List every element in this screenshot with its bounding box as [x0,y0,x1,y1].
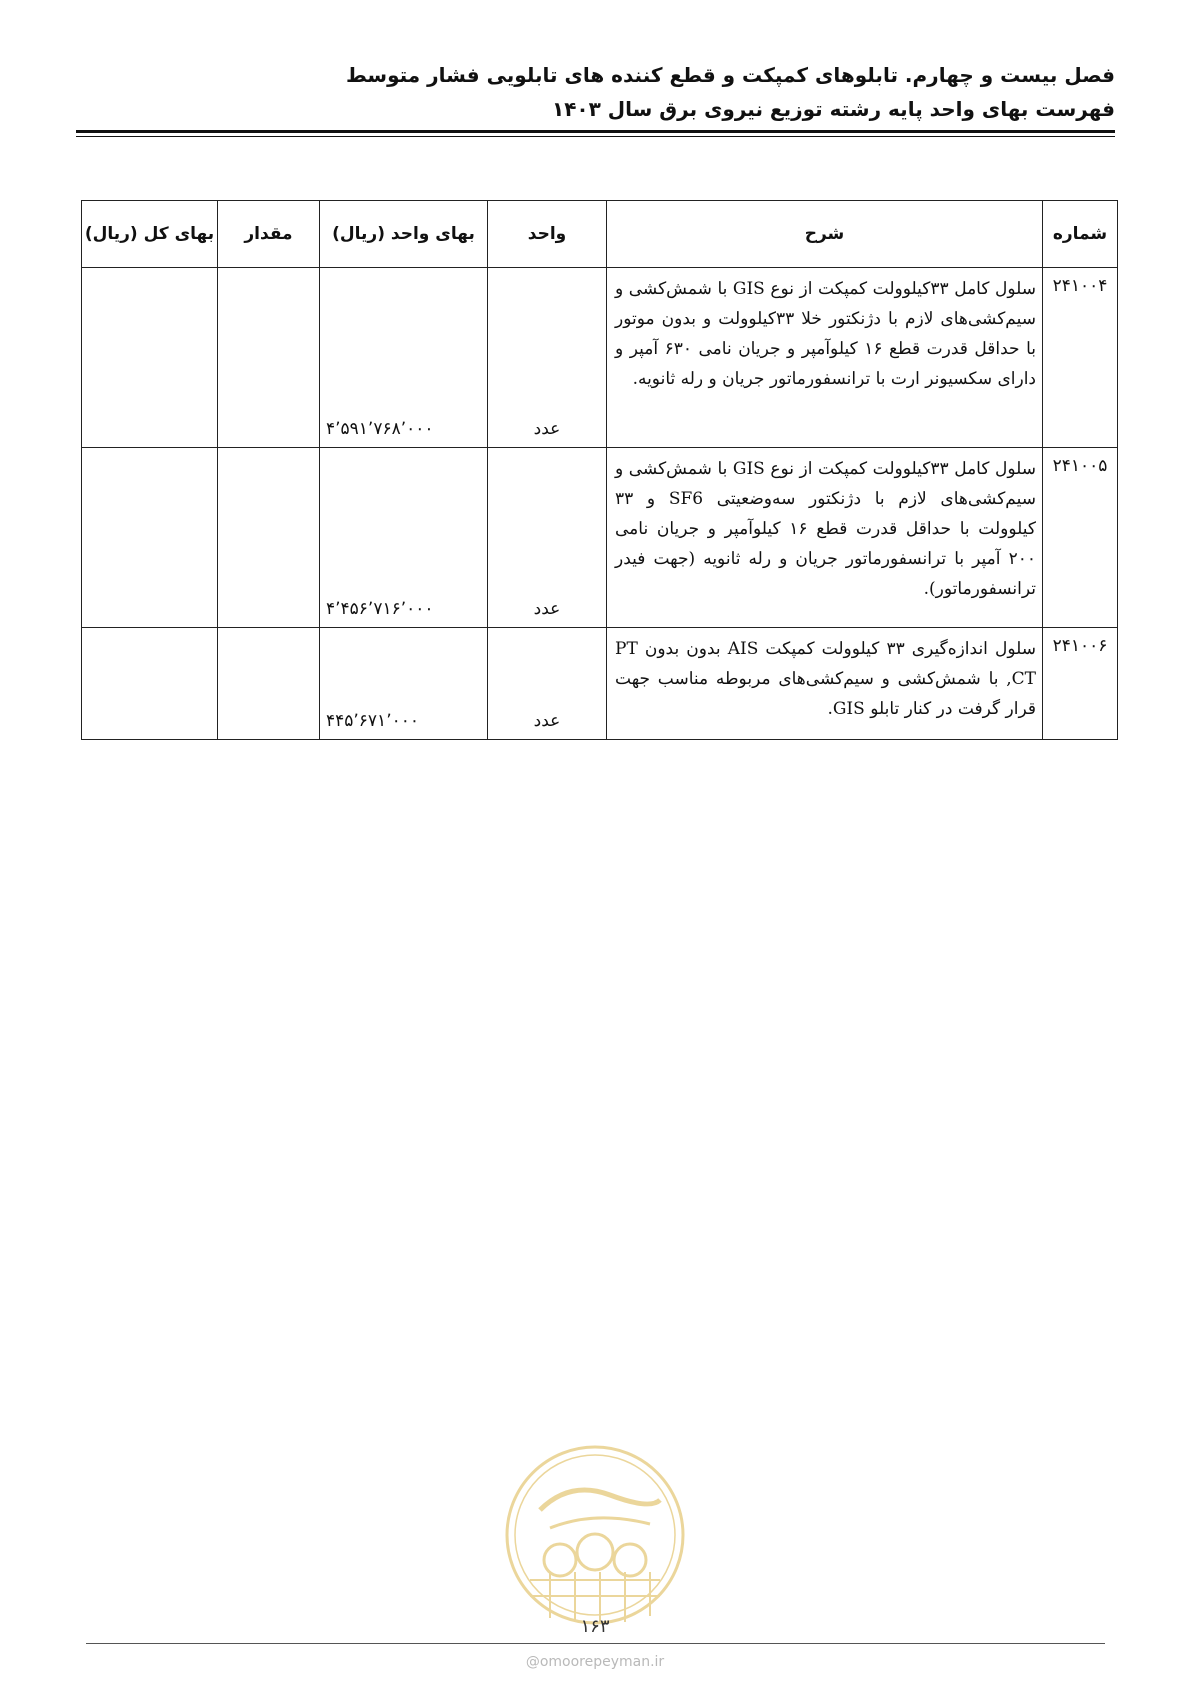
document-title: فهرست بهای واحد پایه رشته توزیع نیروی برق سال ۱۴۰۳ [552,97,1115,121]
footer-rule [86,1643,1105,1644]
chapter-title: فصل بیست و چهارم. تابلوهای کمپکت و قطع کننده های تابلویی فشار متوسط [346,63,1115,87]
item-code: ۲۴۱۰۰۴ [1043,268,1118,448]
header-rule-thick [76,130,1115,133]
item-unit: عدد [488,628,607,740]
watermark-seal-icon [500,1440,690,1630]
item-quantity [218,628,320,740]
item-quantity [218,448,320,628]
item-code: ۲۴۱۰۰۶ [1043,628,1118,740]
header-rule-thin [76,136,1115,137]
header-total-price: بهای کل (ریال) [82,201,218,268]
item-quantity [218,268,320,448]
website-watermark: @omoorepeyman.ir [525,1654,665,1670]
table-header-row [82,201,1118,268]
header-unit: واحد [488,201,607,268]
header-description: شرح [607,201,1043,268]
page-header [75,58,1115,126]
item-unit: عدد [488,448,607,628]
item-unit-price: ۴٬۴۵۶٬۷۱۶٬۰۰۰ [320,448,488,628]
item-description: سلول اندازه‌گیری ۳۳ کیلوولت کمپکت AIS بدون بدون PT ,CT با شمش‌کشی و سیم‌کشی‌های مربوطه مناسب جهت قرار گرفت در کنار تابلو GIS. [607,628,1043,740]
item-unit-price: ۴٬۵۹۱٬۷۶۸٬۰۰۰ [320,268,488,448]
table-row [82,628,1118,740]
item-description: سلول کامل ۳۳کیلوولت کمپکت از نوع GIS با شمش‌کشی و سیم‌کشی‌های لازم با دژنکتور خلا ۳۳کیلوولت و بدون موتور با حداقل قدرت قطع ۱۶ کیلوآمپر و جریان نامی ۶۳۰ آمپر و دارای سکسیونر ارت با ترانسفورماتور جریان و رله ثانویه. [607,268,1043,448]
price-list-table [81,200,1118,740]
table-row [82,448,1118,628]
item-total-price [82,628,218,740]
page-number: ۱۶۳ [580,1616,610,1637]
table-row [82,268,1118,448]
item-code: ۲۴۱۰۰۵ [1043,448,1118,628]
header-code: شماره [1043,201,1118,268]
header-unit-price: بهای واحد (ریال) [320,201,488,268]
item-unit-price: ۴۴۵٬۶۷۱٬۰۰۰ [320,628,488,740]
header-quantity: مقدار [218,201,320,268]
item-description: سلول کامل ۳۳کیلوولت کمپکت از نوع GIS با شمش‌کشی و سیم‌کشی‌های لازم با دژنکتور سه‌وضعیتی SF6 و ۳۳ کیلوولت با حداقل قدرت قطع ۱۶ کیلوآمپر و جریان نامی ۲۰۰ آمپر با ترانسفورماتور جریان و رله ثانویه (جهت فیدر ترانسفورماتور). [607,448,1043,628]
item-unit: عدد [488,268,607,448]
item-total-price [82,268,218,448]
item-total-price [82,448,218,628]
